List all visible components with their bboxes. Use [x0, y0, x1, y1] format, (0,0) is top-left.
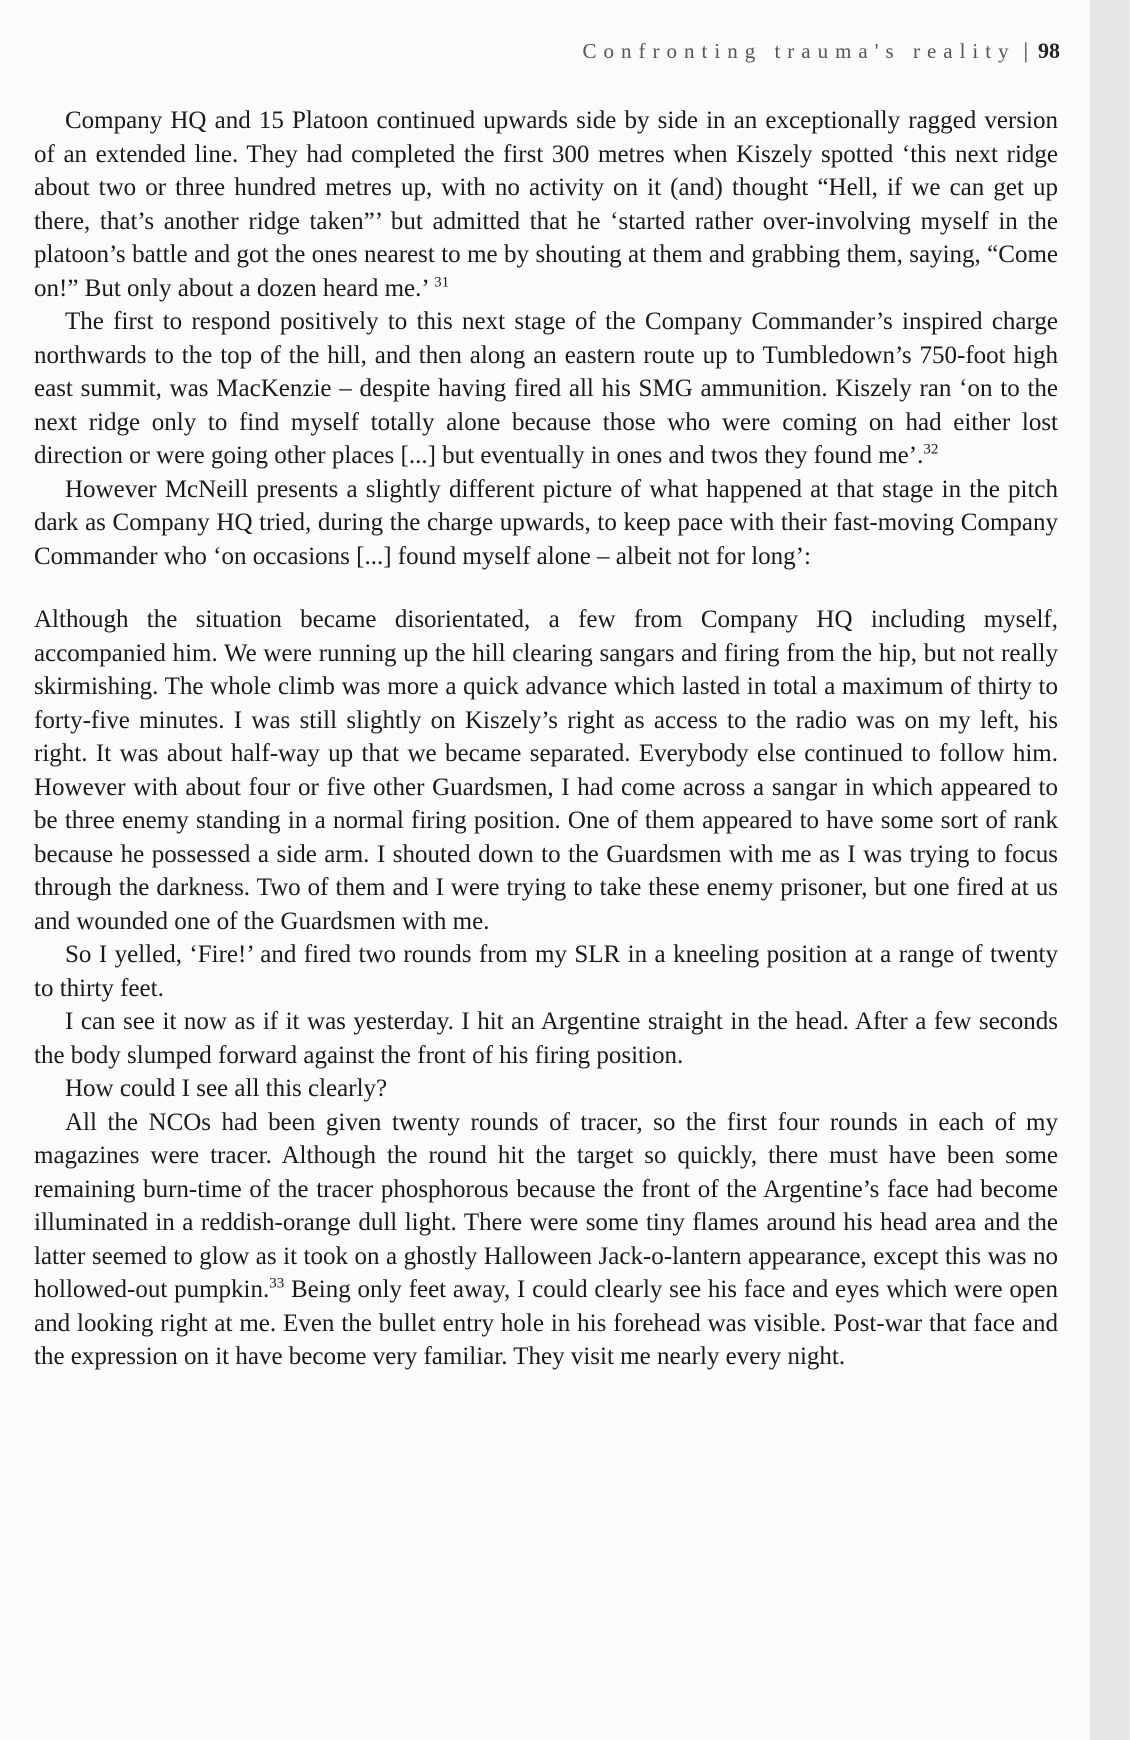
page-body — [34, 104, 1058, 1374]
page-number: 98 — [1038, 38, 1060, 63]
footnote-ref-32: 32 — [923, 441, 939, 458]
paragraph-1 — [34, 104, 1058, 305]
paragraph-2-text: The first to respond positively to this next stage of the Company Commander’s inspired charge northwards to the top of the hill, and then along an eastern route up to Tumbledown’s 750-foot high east summit, was MacKenzie – despite having fired all his SMG ammunition. Kiszely ran ‘on to the next ridge only to find myself totally alone because those who were coming on had either lost direction or were going other places [...] but eventually in ones and twos they found me’. — [34, 308, 1058, 469]
paragraph-3: However McNeill presents a slightly different picture of what happened at that stage in the pitch dark as Company HQ tried, during the charge upwards, to keep pace with their fast-moving Company Commander who ‘on occasions [...] found myself alone – albeit not for long’: — [34, 475, 1058, 570]
quote-paragraph-5 — [34, 1106, 1058, 1374]
quote-paragraph-1: Although the situation became disorientated, a few from Company HQ including myself, accompanied him. We were running up the hill clearing sangars and firing from the hip, but not really skirmishing. The whole climb was more a quick advance which lasted in total a maximum of thirty to forty-five minutes. I was still slightly on Kiszely’s right as access to the radio was on my left, his right. It was about half-way up that we became separated. Everybody else continued to follow him. However with about four or five other Guardsmen, I had come across a sangar in which appeared to be three enemy standing in a normal firing position. One of them appeared to have some sort of rank because he possessed a side arm. I shouted down to the Guardsmen with me as I was trying to focus through the darkness. Two of them and I were trying to take these enemy prisoner, but one fired at us and wounded one of the Guardsmen with me. — [34, 606, 1058, 935]
paragraph-2 — [34, 305, 1058, 473]
footnote-ref-33: 33 — [269, 1275, 285, 1292]
page-header — [470, 38, 1060, 64]
header-separator: | — [1023, 38, 1028, 63]
quote-paragraph-5-text-a: All the NCOs had been given twenty rounds of tracer, so the first four rounds in each of my magazines were tracer. Although the round hit the target so quickly, there must have been some remaining burn-time of the tracer phosphorous because the front of the Argentine’s face had become illuminated in a reddish-orange dull light. There were some tiny flames around his head area and the latter seemed to glow as it took on a ghostly Halloween Jack-o-lantern appearance, except this was no hollowed-out pumpkin. — [34, 1108, 1058, 1303]
running-title: Confronting trauma's reality — [582, 39, 1016, 63]
block-quote — [34, 603, 1058, 1374]
page-gutter-edge — [1090, 0, 1130, 1740]
quote-paragraph-2: So I yelled, ‘Fire!’ and fired two rounds from my SLR in a kneeling position at a range of twenty to thirty feet. — [34, 941, 1058, 1002]
footnote-ref-31: 31 — [434, 274, 450, 291]
paragraph-1-text: Company HQ and 15 Platoon continued upwards side by side in an exceptionally ragged version of an extended line. They had completed the first 300 metres when Kiszely spotted ‘this next ridge about two or three hundred metres up, with no activity on it (and) thought “Hell, if we can get up there, that’s another ridge taken”’ but admitted that he ‘started rather over-involving myself in the platoon’s battle and got the ones nearest to me by shouting at them and grabbing them, saying, “Come on!” But only about a dozen heard me.’ — [34, 107, 1058, 302]
quote-paragraph-3: I can see it now as if it was yesterday. I hit an Argentine straight in the head. After a few seconds the body slumped forward against the front of his firing position. — [34, 1008, 1058, 1069]
quote-paragraph-4: How could I see all this clearly? — [65, 1075, 388, 1102]
quote-paragraph-5-text-b: Being only feet away, I could clearly see his face and eyes which were open and looking right at me. Even the bullet entry hole in his forehead was visible. Post-war that face and the expression on it have become very familiar. They visit me nearly every night. — [34, 1276, 1058, 1370]
